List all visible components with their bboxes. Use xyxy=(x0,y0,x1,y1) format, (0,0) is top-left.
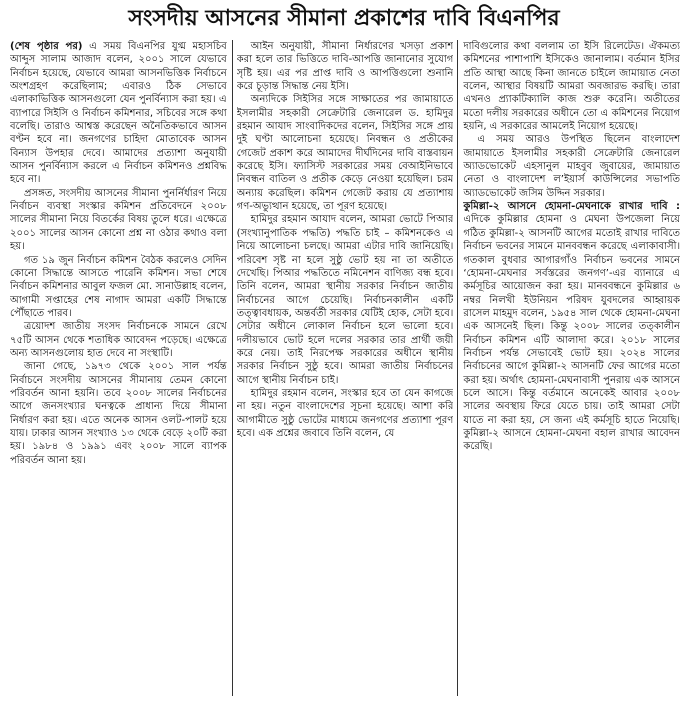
paragraph xyxy=(237,40,454,93)
paragraph-text: হামিদুর রহমান আযাদ বলেন, আমরা ভোটে পিআর (সংখ্যানুপাতিক পদ্ধতি) পদ্ধতি চাই – কমিশনকেও এ নিয়ে আলোচনা চলছে। আমরা এটার দাবি জানিয়েছি। পরিবেশ সৃষ্ট না হলে সুষ্ঠু ভোট হয় না তা অতীতে দেখেছি। পিআর পদ্ধতিতে নমিনেশন বাণিজ্য বন্ধ হবে। তিনি বলেন, আমরা স্থানীয় সরকার নির্বাচন জাতীয় নির্বাচনের আগে চেয়েছি। নির্বাচনকালীন একটি তত্ত্বাবধায়ক, অন্তর্বর্তী সরকার যেটিই হোক, সেটা হবে। সেটার অধীনে লোকাল নির্বাচন হলে ভালো হবে। দলীয়ভাবে ভোট হলে দলের সরকার তার প্রার্থী জয়ী করে নেয়। তাই নিরপেক্ষ সরকারের অধীনে স্থানীয় সরকার নির্বাচন সুষ্ঠু হবে। আমরা জাতীয় নির্বাচনের আগে স্থানীয় নির্বাচন চাই। xyxy=(236,214,454,386)
paragraph-text: প্রসঙ্গত, সংসদীয় আসনের সীমানা পুনর্নির্ধারণ নিয়ে নির্বাচন ব্যবস্থা সংস্কার কমিশন প্রতিবেদনে ২০০৮ সালের সীমানা নিয়ে বিতর্কের বিষয় তুলে ধরে। এক্ষেত্রে ২০০১ সালের আসন কোনো প্রশ্ন না ওঠার কথাও বলা হয়। xyxy=(10,187,227,253)
paragraph-text: অন্যদিকে সিইসির সঙ্গে সাক্ষাতের পর জামায়াতে ইসলামীর সহকারী সেক্রেটারি জেনারেল ড. হামিদুর রহমান আযাদ সাংবাদিকদের বলেন, সিইসির সঙ্গে প্রায় দুই ঘণ্টা আলোচনা হয়েছে। নিবন্ধন ও প্রতীকের গেজেট প্রকাশ করে আমাদের দীর্ঘদিনের দাবি বাস্তবায়ন করেছে ইসি। ফ্যাসিস্ট সরকারের সময় বেআইনিভাবে নিবন্ধন বাতিল ও প্রতীক কেড়ে নেওয়া হয়েছিল। চরম অন্যায় করেছিল। কমিশন গেজেট করায় যে প্রত্যাশায় গণ-অভ্যুত্থান হয়েছে, তা পূরণ হয়েছে। xyxy=(236,94,454,213)
paragraph-text: এদিকে কুমিল্লার হোমনা ও মেঘনা উপজেলা নিয়ে গঠিত কুমিল্লা-২ আসনটি আগের মতোই রাখার দাবিতে নির্বাচন ভবনের সামনে মানববন্ধন করেছে এলাকাবাসী। গতকাল বুধবার আগারগাঁও নির্বাচন ভবনের সামনে ‘হোমনা-মেঘনার সর্বস্তরের জনগণ’-এর ব্যানারে এ কর্মসূচির আয়োজন করা হয়। মানববন্ধনে কুমিল্লার ৬ নম্বর নিলখী ইউনিয়ন পরিষদ যুবদলের আহ্বায়ক রাসেল মাহমুদ বলেন, ১৯৫৪ সাল থেকে হোমনা-মেঘনা এক আসনেই ছিল। কিন্তু ২০০৮ সালের তত্কালীন নির্বাচন কমিশন এটি আলাদা করে। ২০১৮ সালের নির্বাচন পর্যন্ত সেভাবেই ভোট হয়। ২০২৪ সালের নির্বাচনের আগে কুমিল্লা-২ আসনটি ফের আগের মতো করা হয়। অর্থাৎ হোমনা-মেঘনাবাসী পুনরায় এক আসনে চলে আসে। কিন্তু বর্তমানে অনেকেই আবার ২০০৮ সালের অবস্থায় ফিরে যেতে চায়। তাই আমরা সেটা যাতে না করা হয়, সে জন্য এই কর্মসূচি হাতে নিয়েছি। কুমিল্লা-২ আসনে হোমনা-মেঘনা বহাল রাখার আবেদন করেছি। xyxy=(463,214,681,453)
article-column xyxy=(10,40,227,698)
paragraph xyxy=(463,40,680,133)
paragraph-text: ত্রয়োদশ জাতীয় সংসদ নির্বাচনকে সামনে রেখে ৭৫টি আসন থেকে শতাধিক আবেদন পড়েছে। এক্ষেত্রে অন্য আসনগুলোয় হাত দেবে না সংস্থাটি। xyxy=(10,321,227,359)
paragraph xyxy=(237,93,454,213)
paragraph-lead: (শেষ পৃষ্ঠার পর) xyxy=(10,41,83,52)
article-column xyxy=(237,40,454,698)
paragraph-text: হামিদুর রহমান বলেন, সংস্কার হবে তা যেন কাগজে না হয়। নতুন বাংলাদেশের সূচনা হয়েছে। আশা করি আগামীতে সুষ্ঠু ভোটের মাধ্যমে জনগণের প্রত্যাশা পূরণ হবে। এক প্রশ্নের জবাবে তিনি বলেন, যে xyxy=(236,387,454,439)
paragraph-text: আইন অনুযায়ী, সীমানা নির্ধারণের খসড়া প্রকাশ করা হলে তার ভিত্তিতে দাবি-আপত্তি জানানোর সুযোগ সৃষ্টি হয়। এর পর প্রাপ্ত দাবি ও আপত্তিগুলো শুনানি করে চূড়ান্ত সিদ্ধান্ত নেয় ইসি। xyxy=(236,41,454,93)
headline: সংসদীয় আসনের সীমানা প্রকাশের দাবি বিএনপির xyxy=(128,5,560,31)
paragraph xyxy=(463,133,680,200)
paragraph xyxy=(10,360,227,467)
paragraph xyxy=(463,200,680,454)
paragraph-text: এ সময় বিএনপির যুগ্ম মহাসচিব আব্দুস সালাম আজাদ বলেন, ২০০১ সালে যেভাবে নির্বাচন হয়েছে, যেভাবে আমরা আসনভিত্তিক নির্বাচনে অংশগ্রহণ করেছিলাম; এবারও ঠিক সেভাবে এলাকাভিত্তিক আসনগুলো যেন পুনর্বিন্যাস করা হয়। এ ব্যাপারে সিইসি ও নির্বাচন কমিশনার, সচিবের সঙ্গে কথা বলেছি। তারাও আশ্বস্ত করেছেন অনৈতিকভাবে আসন বণ্টন হবে না। জনগণের চাহিদা মোতাবেক আসন বিন্যাস উপহার দেবে। আমাদের প্রত্যাশা অনুযায়ী আসন পুনর্বিন্যাস করলে এ নির্বাচন কমিশনও প্রশ্নবিদ্ধ হবে না। xyxy=(10,41,227,186)
article-column xyxy=(463,40,680,698)
paragraph-text: এ সময় আরও উপস্থিত ছিলেন বাংলাদেশ জামায়াতে ইসলামীর সহকারী সেক্রেটারি জেনারেল অ্যাডভোকেট এহসানুল মাহবুব জুবায়ের, জামায়াত নেতা ও বাংলাদেশ ল’ইয়ার্স কাউন্সিলের সভাপতি অ্যাডভোকেট জসিম উদ্দিন সরকার। xyxy=(463,134,681,199)
paragraph xyxy=(10,254,227,321)
paragraph xyxy=(10,320,227,360)
article-body xyxy=(10,40,680,698)
paragraph-text: জানা গেছে, ১৯৭৩ থেকে ২০০১ সাল পর্যন্ত নির্বাচনে সংসদীয় আসনের সীমানায় তেমন কোনো পরিবর্তন আনা হয়নি। তবে ২০০৮ সালের নির্বাচনের আগে জনসংখ্যার ঘনত্বকে প্রাধান্য দিয়ে সীমানা নির্ধারণ করা হয়। এতে অনেক আসন ওলট-পালট হয়ে যায়। ঢাকার আসন সংখ্যাও ১৩ থেকে বেড়ে ২০টি করা হয়। ১৯৮৪ ও ১৯৯১ এবং ২০০৮ সালে ব্যাপক পরিবর্তন আনা হয়। xyxy=(10,361,227,466)
paragraph-text: গত ১৯ জুন নির্বাচন কমিশন বৈঠক করলেও সেদিন কোনো সিদ্ধান্তে আসতে পারেনি কমিশন। সভা শেষে নির্বাচন কমিশনার আবুল ফজল মো. সানাউল্লাহ বলেন, আগামী সপ্তাহের শেষ নাগাদ আমরা একটি সিদ্ধান্তে পৌঁছাতে পারব। xyxy=(10,254,227,319)
paragraph-text: দাবিগুলোর কথা বললাম তা ইসি রিলেটেড। ঐকমত্য কমিশনের পাশাপাশি ইসিকেও জানালাম। বর্তমান ইসির প্রতি আস্থা আছে কিনা জানতে চাইলে জামায়াত নেতা বলেন, আস্থার বিষয়টি আমরা অবজারভ করছি। তারা এখনও প্র্যাকটিক্যালি কাজ শুরু করেনি। অতীতের মতো দলীয় সরকারের অধীনে তো এ কমিশনের নিয়োগ হয়নি, এ সরকারের আমলেই নিয়োগ হয়েছে। xyxy=(463,41,681,133)
paragraph xyxy=(10,40,227,187)
paragraph xyxy=(237,387,454,440)
subhead: কুমিল্লা-২ আসনে হোমনা-মেঘনাকে রাখার দাবি : xyxy=(463,201,681,213)
paragraph xyxy=(237,213,454,386)
paragraph xyxy=(10,187,227,254)
